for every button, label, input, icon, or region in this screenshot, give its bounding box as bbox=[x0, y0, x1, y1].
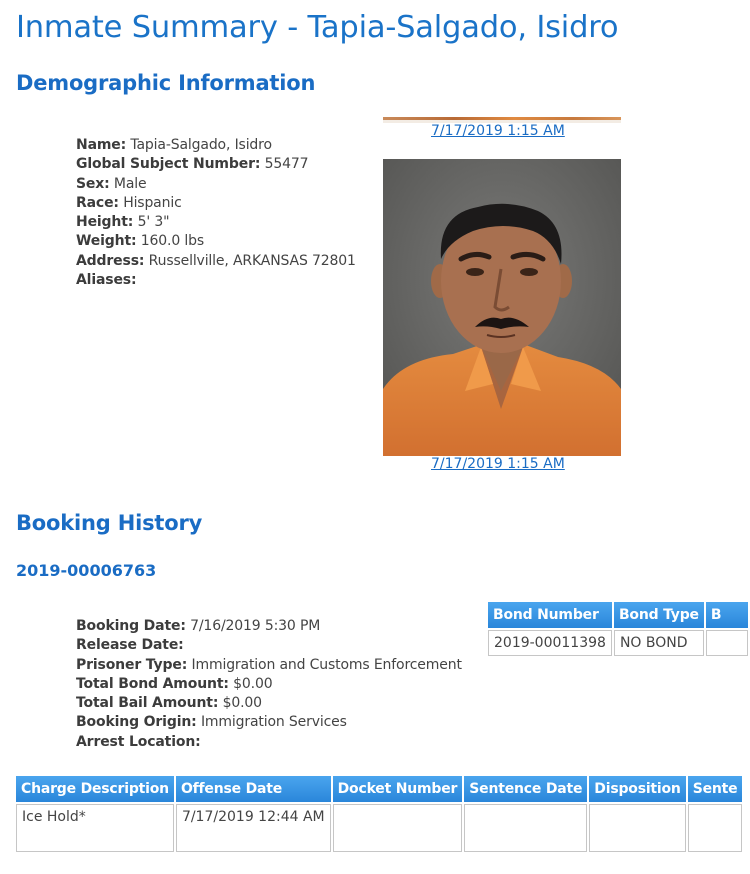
sentence-cell bbox=[688, 804, 743, 852]
total-bail-row: Total Bail Amount: $0.00 bbox=[76, 695, 262, 712]
mugshot-image bbox=[383, 159, 621, 456]
photo-timestamp-link[interactable]: 7/17/2019 1:15 AM bbox=[431, 123, 565, 139]
gsn-row: Global Subject Number: 55477 bbox=[76, 156, 309, 173]
booking-history-heading: Booking History bbox=[16, 511, 203, 535]
name-value: Tapia-Salgado, Isidro bbox=[130, 137, 272, 153]
sentence-date-cell bbox=[464, 804, 587, 852]
bond-table-header-truncated[interactable]: B bbox=[706, 602, 748, 628]
aliases-row: Aliases: bbox=[76, 272, 137, 289]
prisoner-type-row: Prisoner Type: Immigration and Customs Enforcement bbox=[76, 656, 462, 673]
bond-number-header[interactable]: Bond Number bbox=[488, 602, 612, 628]
sentence-date-header[interactable]: Sentence Date bbox=[464, 776, 587, 802]
disposition-cell bbox=[589, 804, 685, 852]
bond-number-cell: 2019-00011398 bbox=[488, 630, 612, 656]
disposition-header[interactable]: Disposition bbox=[589, 776, 685, 802]
bond-type-header[interactable]: Bond Type bbox=[614, 602, 704, 628]
charge-description-header[interactable]: Charge Description bbox=[16, 776, 174, 802]
height-value: 5' 3" bbox=[137, 214, 170, 231]
charge-description-cell: Ice Hold* bbox=[16, 804, 174, 852]
name-row: Name: Tapia-Salgado, Isidro bbox=[76, 137, 272, 153]
photo-timestamp-link[interactable]: 7/17/2019 1:15 AM bbox=[431, 456, 565, 472]
release-date-row: Release Date: bbox=[76, 637, 184, 654]
weight-value: 160.0 lbs bbox=[140, 233, 205, 250]
table-row bbox=[488, 630, 748, 656]
bond-table bbox=[486, 600, 750, 658]
address-value: Russellville, ARKANSAS 72801 bbox=[148, 252, 356, 269]
booking-info bbox=[76, 617, 462, 752]
demographic-heading: Demographic Information bbox=[16, 71, 316, 95]
booking-date-row: Booking Date: 7/16/2019 5:30 PM bbox=[76, 618, 321, 634]
docket-number-cell bbox=[333, 804, 463, 852]
bond-type-cell: NO BOND bbox=[614, 630, 704, 656]
booking-origin-row: Booking Origin: Immigration Services bbox=[76, 714, 347, 731]
arrest-location-row: Arrest Location: bbox=[76, 733, 201, 750]
booking-origin-value: Immigration Services bbox=[200, 714, 347, 731]
booking-number: 2019-00006763 bbox=[16, 561, 157, 580]
total-bond-row: Total Bond Amount: $0.00 bbox=[76, 675, 273, 692]
prisoner-type-value: Immigration and Customs Enforcement bbox=[191, 656, 462, 673]
bond-table-header bbox=[488, 602, 748, 628]
page-title: Inmate Summary - Tapia-Salgado, Isidro bbox=[16, 10, 619, 45]
total-bail-value: $0.00 bbox=[222, 695, 262, 712]
sex-value: Male bbox=[113, 175, 147, 192]
booking-date-value: 7/16/2019 5:30 PM bbox=[190, 618, 321, 634]
sex-row: Sex: Male bbox=[76, 175, 147, 192]
offense-date-header[interactable]: Offense Date bbox=[176, 776, 331, 802]
total-bond-value: $0.00 bbox=[233, 675, 273, 692]
address-row: Address: Russellville, ARKANSAS 72801 bbox=[76, 252, 356, 269]
charge-table-header bbox=[16, 776, 742, 802]
demographic-info bbox=[76, 136, 356, 290]
weight-row: Weight: 160.0 lbs bbox=[76, 233, 205, 250]
table-row bbox=[16, 804, 742, 852]
sentence-header-truncated[interactable]: Sente bbox=[688, 776, 743, 802]
mugshot-photo[interactable] bbox=[383, 159, 621, 456]
docket-number-header[interactable]: Docket Number bbox=[333, 776, 463, 802]
race-row: Race: Hispanic bbox=[76, 194, 182, 211]
charge-table bbox=[14, 774, 744, 854]
race-value: Hispanic bbox=[123, 194, 182, 211]
height-row: Height: 5' 3" bbox=[76, 214, 170, 231]
offense-date-cell: 7/17/2019 12:44 AM bbox=[176, 804, 331, 852]
table-cell bbox=[706, 630, 748, 656]
gsn-value: 55477 bbox=[264, 156, 309, 173]
